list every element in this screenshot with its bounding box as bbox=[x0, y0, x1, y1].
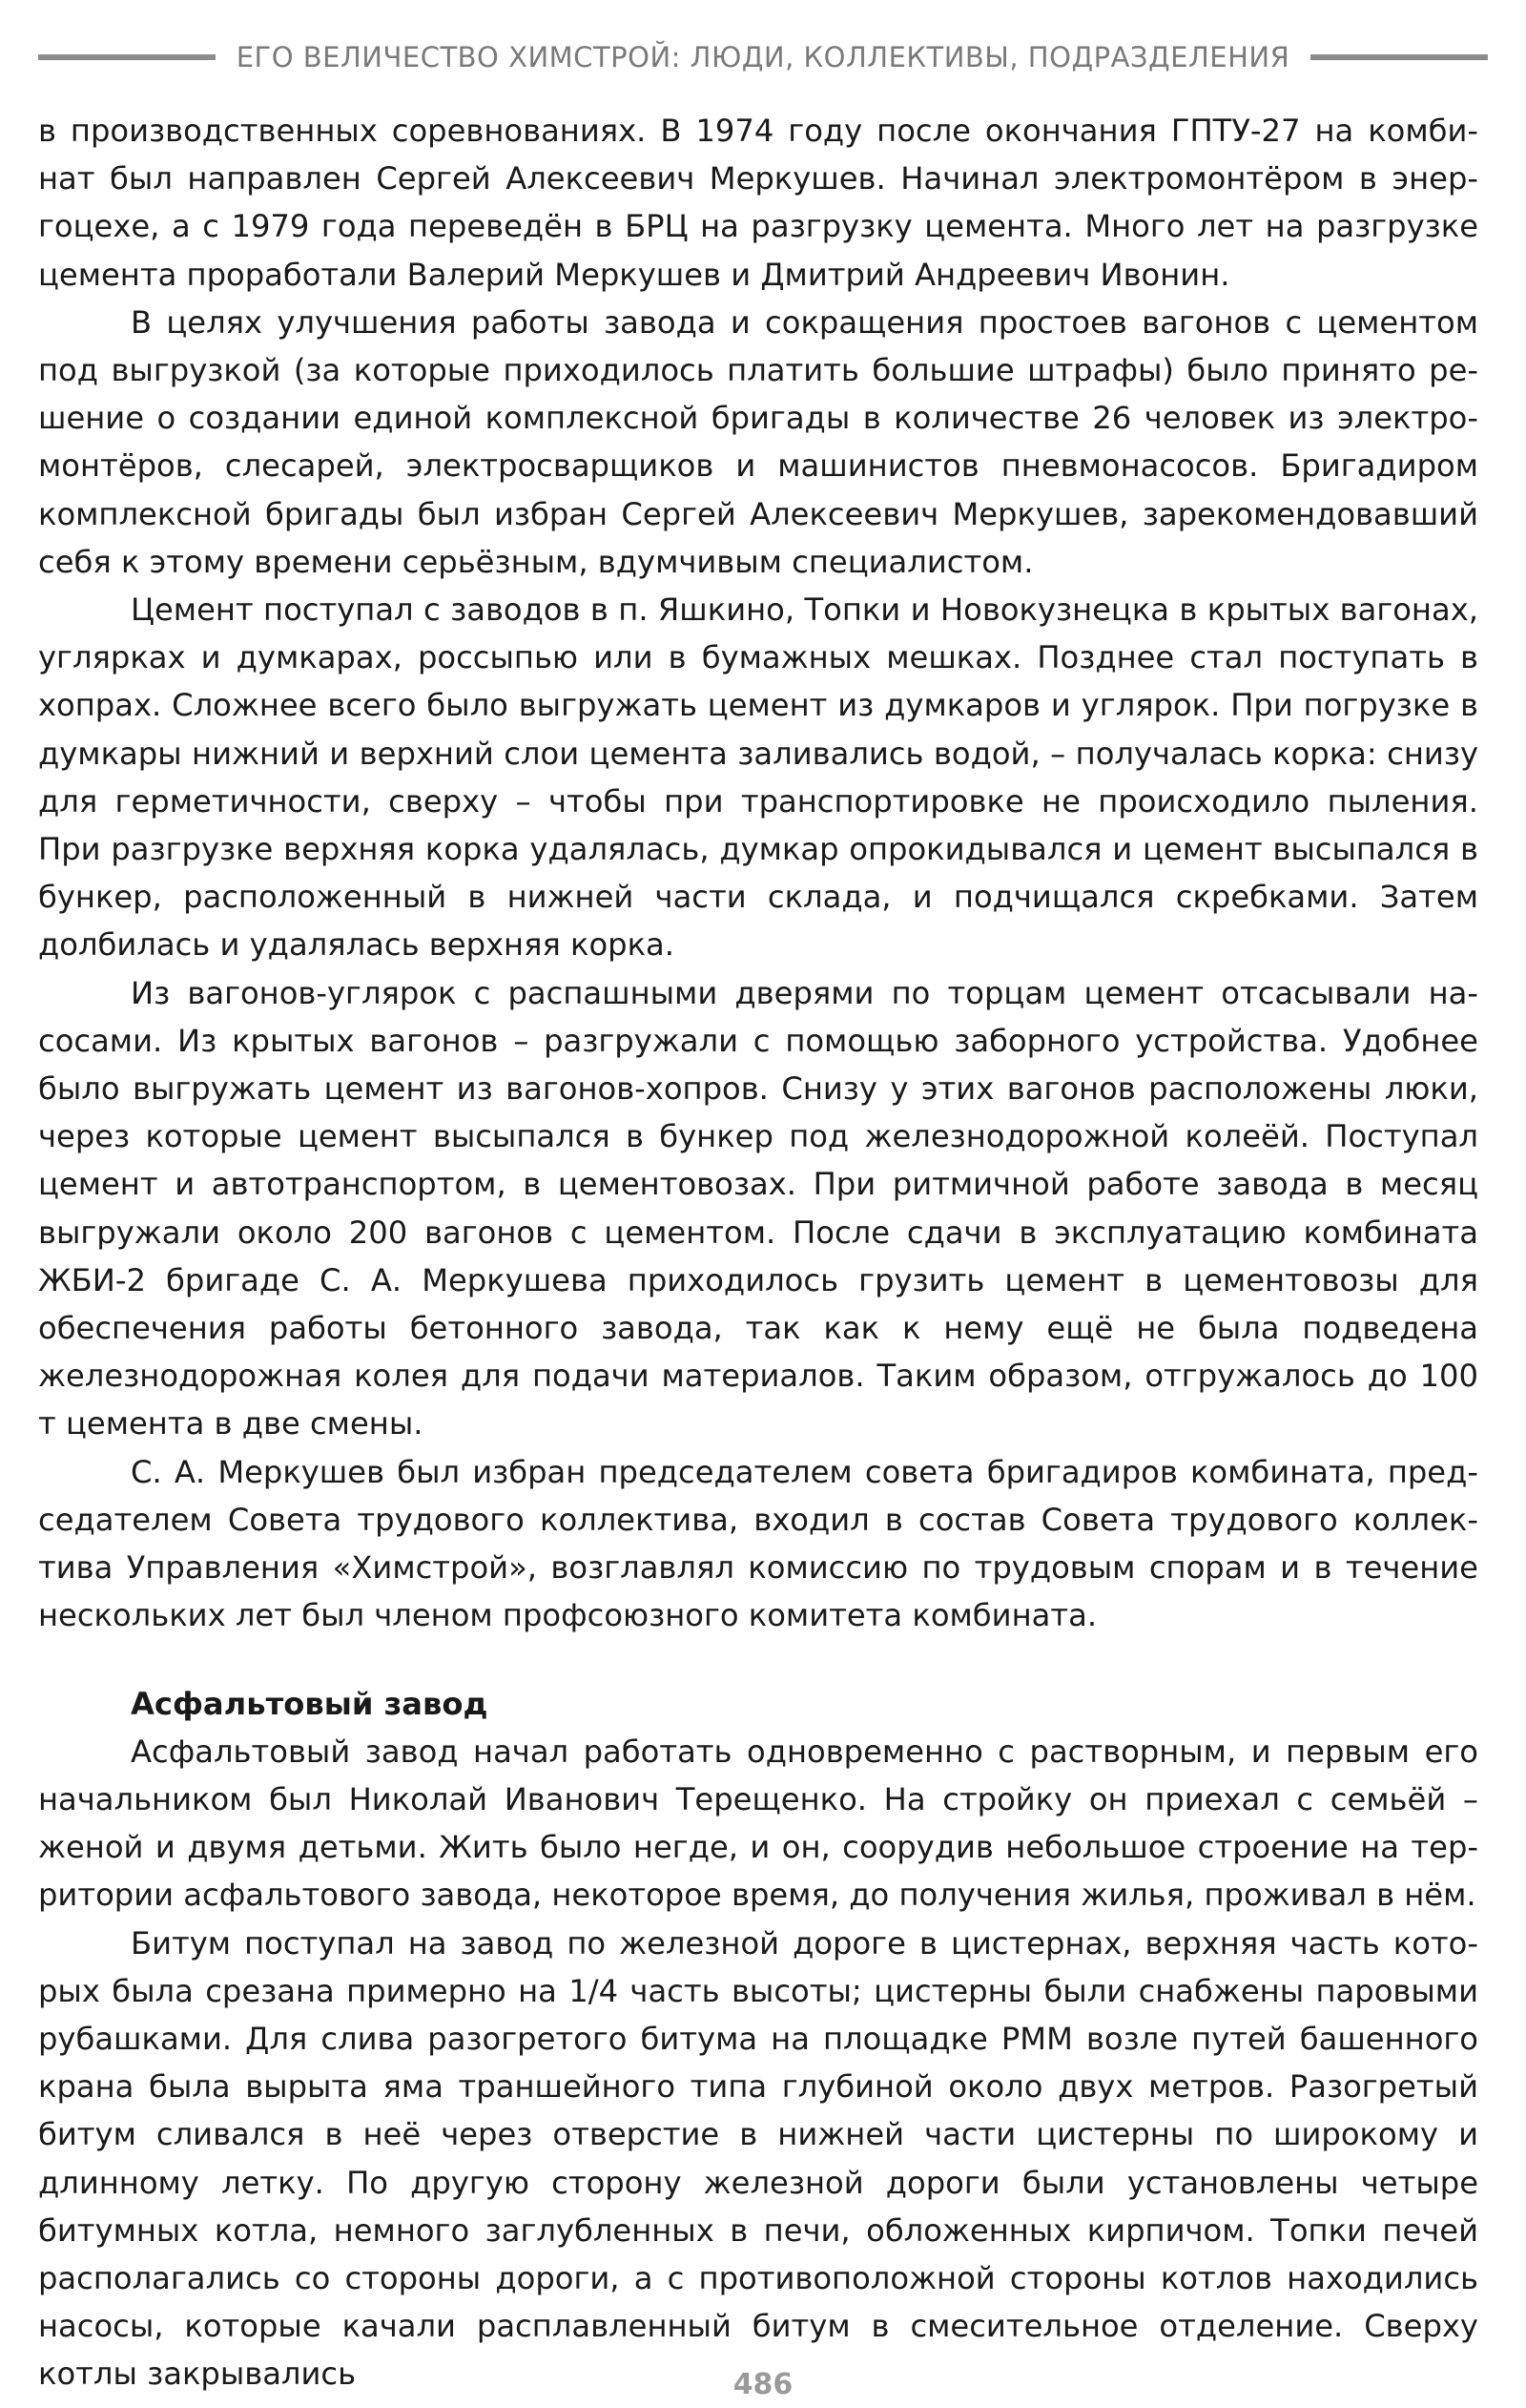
paragraph-2: В целях улучшения работы завода и сокращения простоев вагонов с цементом под выгрузкой (за которые приходилось платить большие штрафы) было принято решение о создании единой комплексной бригады в количестве 26 человек из электромонтёров, слесарей, электросварщиков и машинистов пневмонасосов. Бригадиром комплексной бригады был избран Сергей Алексеевич Меркушев, зарекомендовавший себя к этому времени серьёзным, вдумчивым специалистом. bbox=[38, 303, 1478, 580]
running-head-title: ЕГО ВЕЛИЧЕСТВО ХИМСТРОЙ: ЛЮДИ, КОЛЛЕКТИВЫ, ПОДРАЗДЕЛЕНИЯ bbox=[236, 41, 1290, 73]
running-head bbox=[38, 38, 1488, 76]
page-body bbox=[38, 107, 1478, 2398]
paragraph-5: С. А. Меркушев был избран председателем совета бригадиров комбината, председателем Совета трудового коллектива, входил в состав Совета трудового коллектива Управления «Химстрой», возглавлял комиссию по трудовым спорам и в течение нескольких лет был членом профсоюзного комитета комбината. bbox=[38, 1453, 1478, 1634]
paragraph-4: Из вагонов-углярок с распашными дверями по торцам цемент отсасывали насосами. Из крытых вагонов – разгружали с помощью заборного устройства. Удобнее было выгружать цемент из вагонов-хопров. Снизу у этих вагонов расположены люки, через которые цемент высыпался в бункер под железнодорожной колеёй. Поступал цемент и автотранспортом, в цементовозах. При ритмичной работе завода в месяц выгружали около 200 вагонов с цементом. После сдачи в эксплуатацию комбината ЖБИ-2 бригаде С. А. Меркушева приходилось грузить цемент в цементовозы для обеспечения работы бетонного завода, так как к нему ещё не была подведена железнодорожная колея для подачи материалов. Таким образом, отгружалось до 100 т цемента в две смены. bbox=[38, 974, 1478, 1443]
paragraph-3: Цемент поступал с заводов в п. Яшкино, Топки и Новокузнецка в крытых вагонах, углярках и думкарах, россыпью или в бумажных мешках. Позднее стал поступать в хопрах. Сложнее всего было выгружать цемент из думкаров и углярок. При погрузке в думкары нижний и верхний слои цемента заливались водой, – получалась корка: снизу для герметичности, сверху – чтобы при транспортировке не происходило пыления. При разгрузке верхняя корка удалялась, думкар опрокидывался и цемент высыпался в бункер, расположенный в нижней части склада, и подчищался скребками. Затем долбилась и удалялась верхняя корка. bbox=[38, 592, 1478, 964]
paragraph-1: в производственных соревнованиях. В 1974 году после окончания ГПТУ-27 на комбинат был направлен Сергей Алексеевич Меркушев. Начинал электромонтёром в энергоцехе, а с 1979 года переведён в БРЦ на разгрузку цемента. Много лет на разгрузке цемента проработали Валерий Меркушев и Дмитрий Андреевич Ивонин. bbox=[38, 113, 1478, 293]
page-number: 486 bbox=[732, 2368, 794, 2401]
running-head-rule-left bbox=[38, 54, 216, 60]
paragraph-6: Асфальтовый завод начал работать одновременно с растворным, и первым его начальником был Николай Иванович Терещенко. На стройку он приехал с семьёй – женой и двумя детьми. Жить было негде, и он, соорудив небольшое строение на территории асфальтового завода, некоторое время, до получения жилья, проживал в нём. bbox=[38, 1733, 1478, 1914]
paragraph-7: Битум поступал на завод по железной дороге в цистернах, верхняя часть которых была срезана примерно на 1/4 часть высоты; цистерны были снабжены паровыми рубашками. Для слива разогретого битума на площадке РММ возле путей башенного крана была вырыта яма траншейного типа глубиной около двух метров. Разогретый битум сливался в неё через отверстие в нижней части цистерны по широкому и длинному летку. По другую сторону железной дороги были установлены четыре битумных котла, немного заглубленных в печи, обложенных кирпичом. Топки печей располагались со стороны дороги, а с противоположной стороны котлов находились насосы, которые качали расплавленный битум в смесительное отделение. Сверху котлы закрывались bbox=[38, 1924, 1478, 2393]
running-head-rule-right bbox=[1310, 54, 1488, 60]
section-heading: Асфальтовый завод bbox=[131, 1685, 488, 1722]
